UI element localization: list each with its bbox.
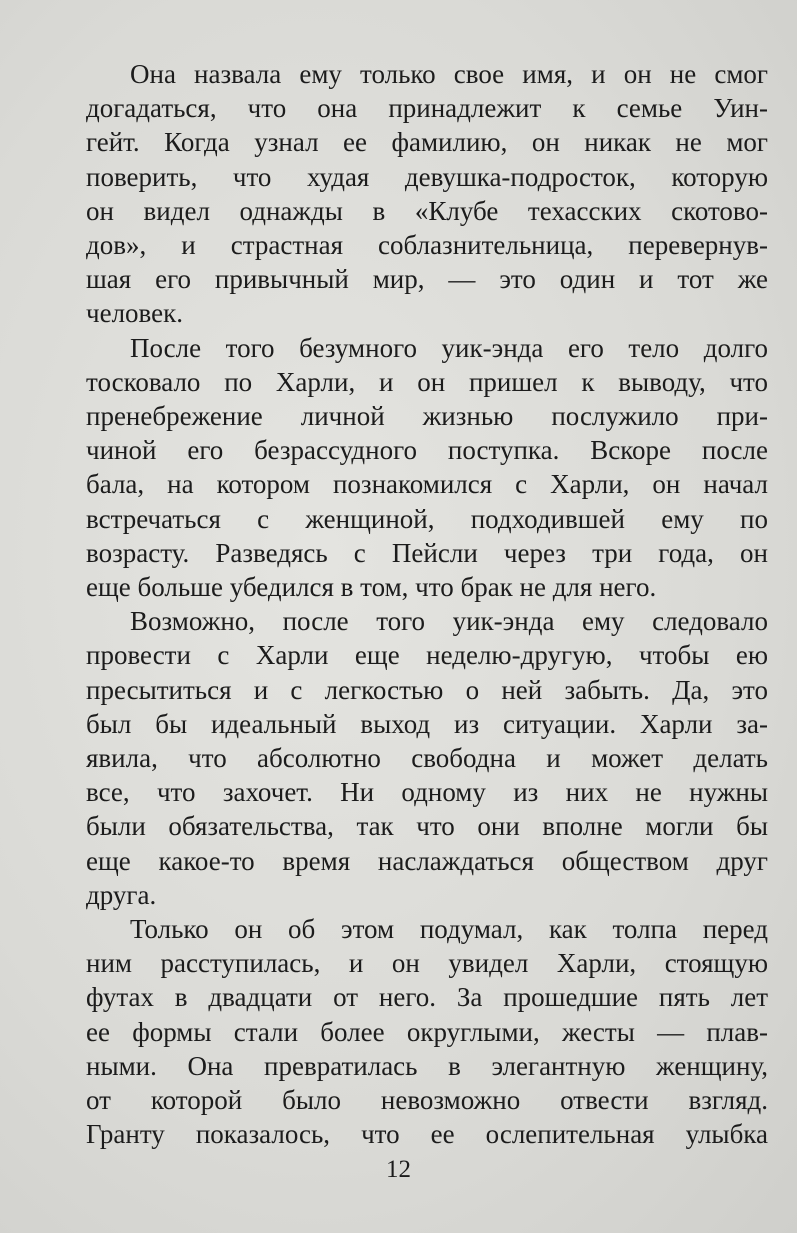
text-line: человек.	[86, 298, 183, 329]
text-line: он видел однажды в «Клубе техасских скотово-	[86, 195, 768, 226]
text-line: чиной его безрассудного поступка. Вскоре после	[86, 435, 768, 466]
text-line: гейт. Когда узнал ее фамилию, он никак не мог	[86, 127, 768, 158]
text-line: от которой было невозможно отвести взгляд.	[86, 1085, 768, 1116]
text-line: друга.	[86, 879, 157, 910]
paragraph	[86, 57, 768, 331]
text-line: ним расступилась, и он увидел Харли, стоящую	[86, 948, 768, 979]
paragraph	[86, 331, 768, 605]
text-line: бала, на котором познакомился с Харли, он начал	[86, 469, 768, 500]
text-line: ее формы стали более округлыми, жесты — плав-	[86, 1016, 768, 1047]
text-line: был бы идеальный выход из ситуации. Харли за-	[86, 708, 768, 739]
text-line: шая его привычный мир, — это один и тот же	[86, 264, 768, 295]
text-line: возрасту. Разведясь с Пейсли через три года, он	[86, 537, 768, 568]
text-line: ными. Она превратилась в элегантную женщину,	[86, 1050, 768, 1081]
text-line: дов», и страстная соблазнительница, перевернув-	[86, 230, 768, 261]
text-line: тосковало по Харли, и он пришел к выводу, что	[86, 366, 768, 397]
text-line: явила, что абсолютно свободна и может делать	[86, 743, 768, 774]
text-line: встречаться с женщиной, подходившей ему по	[86, 503, 768, 534]
paragraph	[86, 604, 768, 912]
page-number: 12	[386, 1156, 411, 1183]
text-line: После того безумного уик-энда его тело долго	[130, 332, 768, 363]
text-line: футах в двадцати от него. За прошедшие пять лет	[86, 982, 768, 1013]
text-line: провести с Харли еще неделю-другую, чтобы ею	[86, 640, 768, 671]
text-line: еще больше убедился в том, что брак не для него.	[86, 572, 657, 603]
text-line: были обязательства, так что они вполне могли бы	[86, 811, 768, 842]
text-line: Она назвала ему только свое имя, и он не смог	[130, 59, 768, 89]
text-line: все, что захочет. Ни одному из них не нужны	[86, 777, 768, 808]
text-line: пренебрежение личной жизнью послужило при-	[86, 401, 768, 432]
text-line: еще какое-то время наслаждаться обществом друг	[86, 845, 768, 876]
text-line: догадаться, что она принадлежит к семье Уин-	[86, 93, 768, 124]
text-line: Только он об этом подумал, как толпа перед	[130, 914, 768, 945]
page-text	[86, 57, 768, 1152]
text-line: поверить, что худая девушка-подросток, которую	[86, 161, 768, 192]
text-line: Возможно, после того уик-энда ему следовало	[130, 606, 768, 637]
text-line: пресытиться и с легкостью о ней забыть. Да, это	[86, 674, 768, 705]
paragraph	[86, 912, 768, 1151]
text-line: Гранту показалось, что ее ослепительная улыбка	[86, 1119, 768, 1150]
